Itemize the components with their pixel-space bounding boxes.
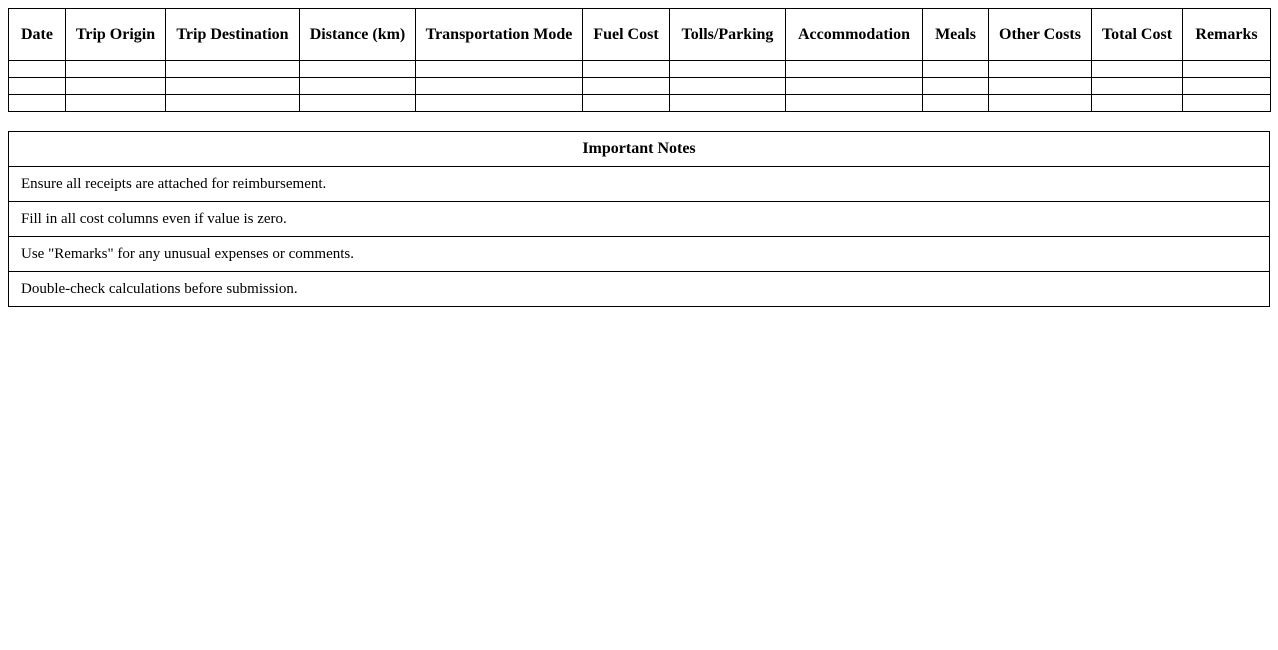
table-cell[interactable] [1092, 78, 1183, 95]
table-cell[interactable] [583, 78, 670, 95]
header-trip-destination: Trip Destination [166, 9, 300, 61]
header-fuel-cost: Fuel Cost [583, 9, 670, 61]
table-cell[interactable] [670, 95, 786, 112]
header-meals: Meals [923, 9, 989, 61]
table-row [9, 78, 1271, 95]
notes-header-row [9, 132, 1270, 167]
table-cell[interactable] [786, 78, 923, 95]
table-cell[interactable] [166, 78, 300, 95]
table-cell[interactable] [416, 95, 583, 112]
table-row [9, 61, 1271, 78]
table-cell[interactable] [66, 78, 166, 95]
table-cell[interactable] [66, 95, 166, 112]
table-cell[interactable] [300, 61, 416, 78]
table-cell[interactable] [416, 78, 583, 95]
table-cell[interactable] [1183, 95, 1271, 112]
table-cell[interactable] [9, 95, 66, 112]
table-cell[interactable] [989, 95, 1092, 112]
table-cell[interactable] [786, 95, 923, 112]
table-cell[interactable] [583, 95, 670, 112]
table-cell[interactable] [1183, 78, 1271, 95]
table-cell[interactable] [1183, 61, 1271, 78]
header-total-cost: Total Cost [1092, 9, 1183, 61]
header-date: Date [9, 9, 66, 61]
note-item: Fill in all cost columns even if value is zero. [9, 202, 1270, 237]
table-cell[interactable] [670, 61, 786, 78]
table-cell[interactable] [416, 61, 583, 78]
table-cell[interactable] [786, 61, 923, 78]
note-item: Use "Remarks" for any unusual expenses or comments. [9, 237, 1270, 272]
table-cell[interactable] [989, 61, 1092, 78]
important-notes-table [8, 131, 1270, 307]
header-transportation-mode: Transportation Mode [416, 9, 583, 61]
table-cell[interactable] [66, 61, 166, 78]
header-distance: Distance (km) [300, 9, 416, 61]
table-cell[interactable] [300, 95, 416, 112]
header-accommodation: Accommodation [786, 9, 923, 61]
table-cell[interactable] [166, 95, 300, 112]
header-trip-origin: Trip Origin [66, 9, 166, 61]
note-item: Double-check calculations before submission. [9, 272, 1270, 307]
note-item: Ensure all receipts are attached for reimbursement. [9, 167, 1270, 202]
table-cell[interactable] [923, 95, 989, 112]
note-row [9, 167, 1270, 202]
table-cell[interactable] [300, 78, 416, 95]
header-other-costs: Other Costs [989, 9, 1092, 61]
header-tolls-parking: Tolls/Parking [670, 9, 786, 61]
travel-expense-table [8, 8, 1271, 112]
table-cell[interactable] [9, 78, 66, 95]
table-cell[interactable] [1092, 95, 1183, 112]
header-remarks: Remarks [1183, 9, 1271, 61]
table-cell[interactable] [1092, 61, 1183, 78]
table-row [9, 95, 1271, 112]
note-row [9, 202, 1270, 237]
notes-title: Important Notes [9, 132, 1270, 167]
table-cell[interactable] [583, 61, 670, 78]
table-cell[interactable] [989, 78, 1092, 95]
table-cell[interactable] [9, 61, 66, 78]
table-cell[interactable] [670, 78, 786, 95]
table-cell[interactable] [923, 61, 989, 78]
table-cell[interactable] [166, 61, 300, 78]
header-row [9, 9, 1271, 61]
table-cell[interactable] [923, 78, 989, 95]
note-row [9, 272, 1270, 307]
note-row [9, 237, 1270, 272]
